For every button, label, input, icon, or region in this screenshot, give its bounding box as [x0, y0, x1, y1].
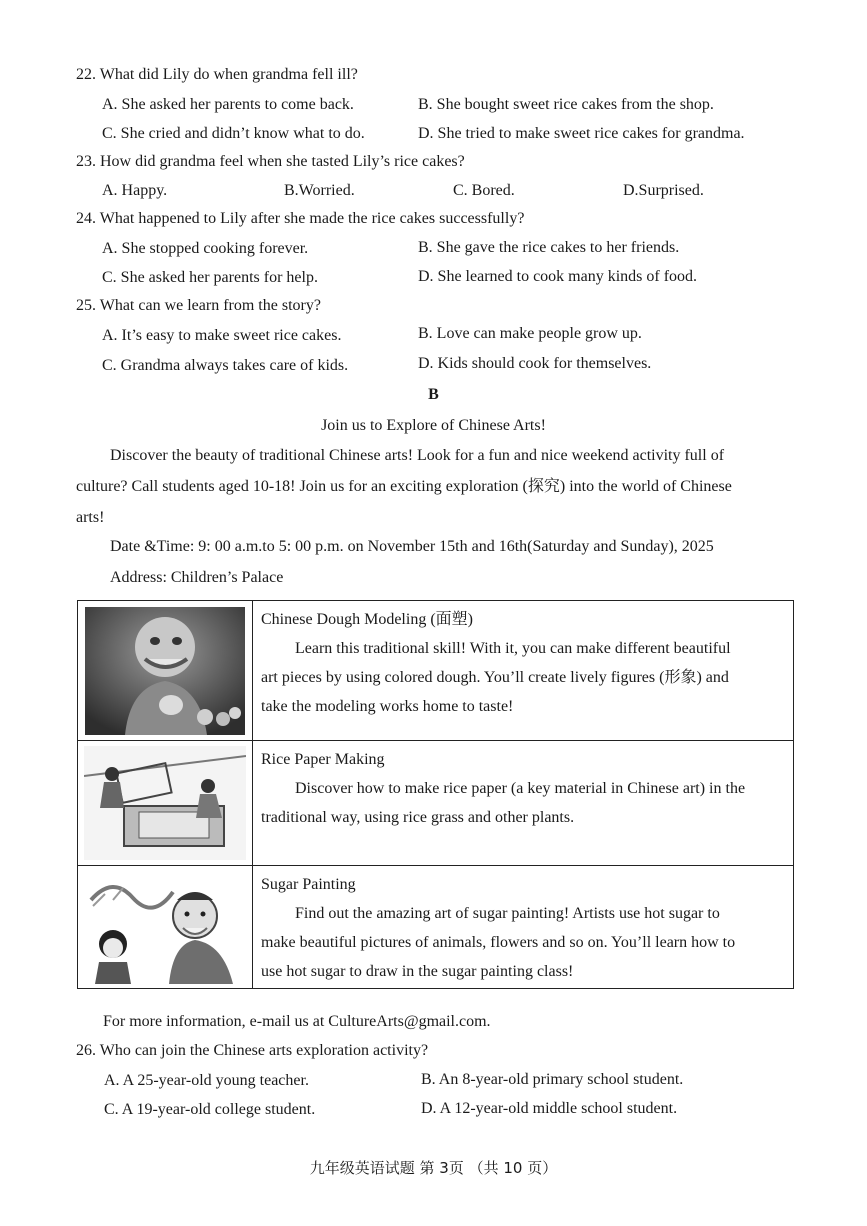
sugar-painting-illustration-icon — [78, 866, 253, 988]
activity-line: art pieces by using colored dough. You’ll create lively figures (形象) and — [261, 669, 729, 686]
intro-paragraph — [76, 440, 786, 533]
activity-text-sugar — [261, 870, 785, 986]
question-22-stem: 22. What did Lily do when grandma fell ill? — [76, 66, 358, 83]
activities-table — [77, 600, 794, 989]
more-info: For more information, e-mail us at CultureArts@gmail.com. — [103, 1013, 491, 1030]
q23-option-a: A. Happy. — [102, 182, 168, 199]
intro-line-2: culture? Call students aged 10-18! Join us for an exciting exploration (探究) into the world of Chinese — [76, 478, 732, 495]
q22-option-a: A. She asked her parents to come back. — [102, 96, 354, 113]
activity-title: Rice Paper Making — [261, 751, 385, 768]
activity-text-rice-paper — [261, 745, 785, 832]
activity-line: Discover how to make rice paper (a key material in Chinese art) in the — [295, 780, 746, 797]
question-24-stem: 24. What happened to Lily after she made the rice cakes successfully? — [76, 210, 525, 227]
activity-line: Find out the amazing art of sugar painting! Artists use hot sugar to — [295, 905, 720, 922]
activity-line: take the modeling works home to taste! — [261, 698, 514, 715]
activity-title: Chinese Dough Modeling (面塑) — [261, 611, 473, 628]
intro-line-1: Discover the beauty of traditional Chinese arts! Look for a fun and nice weekend activity full of — [110, 447, 725, 464]
page-footer: 九年级英语试题 第 3页 （共 10 页） — [309, 1159, 558, 1177]
q24-option-c: C. She asked her parents for help. — [102, 269, 318, 286]
q22-option-b: B. She bought sweet rice cakes from the shop. — [418, 96, 714, 113]
activity-line: make beautiful pictures of animals, flowers and so on. You’ll learn how to — [261, 934, 736, 951]
q26-option-b: B. An 8-year-old primary school student. — [421, 1071, 684, 1088]
activity-row-dough — [78, 601, 793, 741]
activity-line: traditional way, using rice grass and other plants. — [261, 809, 575, 826]
q26-option-a: A. A 25-year-old young teacher. — [104, 1072, 309, 1089]
q22-option-c: C. She cried and didn’t know what to do. — [102, 125, 365, 142]
activity-line: Learn this traditional skill! With it, you can make different beautiful — [295, 640, 731, 657]
section-letter: B — [428, 386, 439, 403]
q23-option-c: C. Bored. — [453, 182, 515, 199]
address: Address: Children’s Palace — [110, 569, 284, 586]
q23-option-d: D.Surprised. — [623, 182, 704, 199]
section-title: Join us to Explore of Chinese Arts! — [321, 417, 546, 434]
q25-option-c: C. Grandma always takes care of kids. — [102, 357, 349, 374]
dough-modeling-illustration-icon — [78, 601, 253, 740]
q25-option-b: B. Love can make people grow up. — [418, 325, 642, 342]
q26-option-d: D. A 12-year-old middle school student. — [421, 1100, 678, 1117]
question-26-stem: 26. Who can join the Chinese arts exploration activity? — [76, 1042, 429, 1059]
q26-option-c: C. A 19-year-old college student. — [104, 1101, 316, 1118]
q25-option-a: A. It’s easy to make sweet rice cakes. — [102, 327, 342, 344]
q25-option-d: D. Kids should cook for themselves. — [418, 355, 652, 372]
activity-row-rice-paper — [78, 741, 793, 866]
q24-option-a: A. She stopped cooking forever. — [102, 240, 309, 257]
q24-option-d: D. She learned to cook many kinds of food. — [418, 268, 698, 285]
q23-option-b: B.Worried. — [284, 182, 355, 199]
question-23-stem: 23. How did grandma feel when she tasted Lily’s rice cakes? — [76, 153, 465, 170]
activity-row-sugar — [78, 866, 793, 988]
activity-text-dough — [261, 605, 785, 721]
date-time: Date &Time: 9: 00 a.m.to 5: 00 p.m. on November 15th and 16th(Saturday and Sunday), 2025 — [110, 538, 714, 555]
intro-line-3: arts! — [76, 509, 105, 526]
rice-paper-illustration-icon — [78, 741, 253, 865]
activity-title: Sugar Painting — [261, 876, 356, 893]
q24-option-b: B. She gave the rice cakes to her friends. — [418, 239, 680, 256]
question-25-stem: 25. What can we learn from the story? — [76, 297, 321, 314]
activity-line: use hot sugar to draw in the sugar painting class! — [261, 963, 574, 980]
q22-option-d: D. She tried to make sweet rice cakes for grandma. — [418, 125, 745, 142]
